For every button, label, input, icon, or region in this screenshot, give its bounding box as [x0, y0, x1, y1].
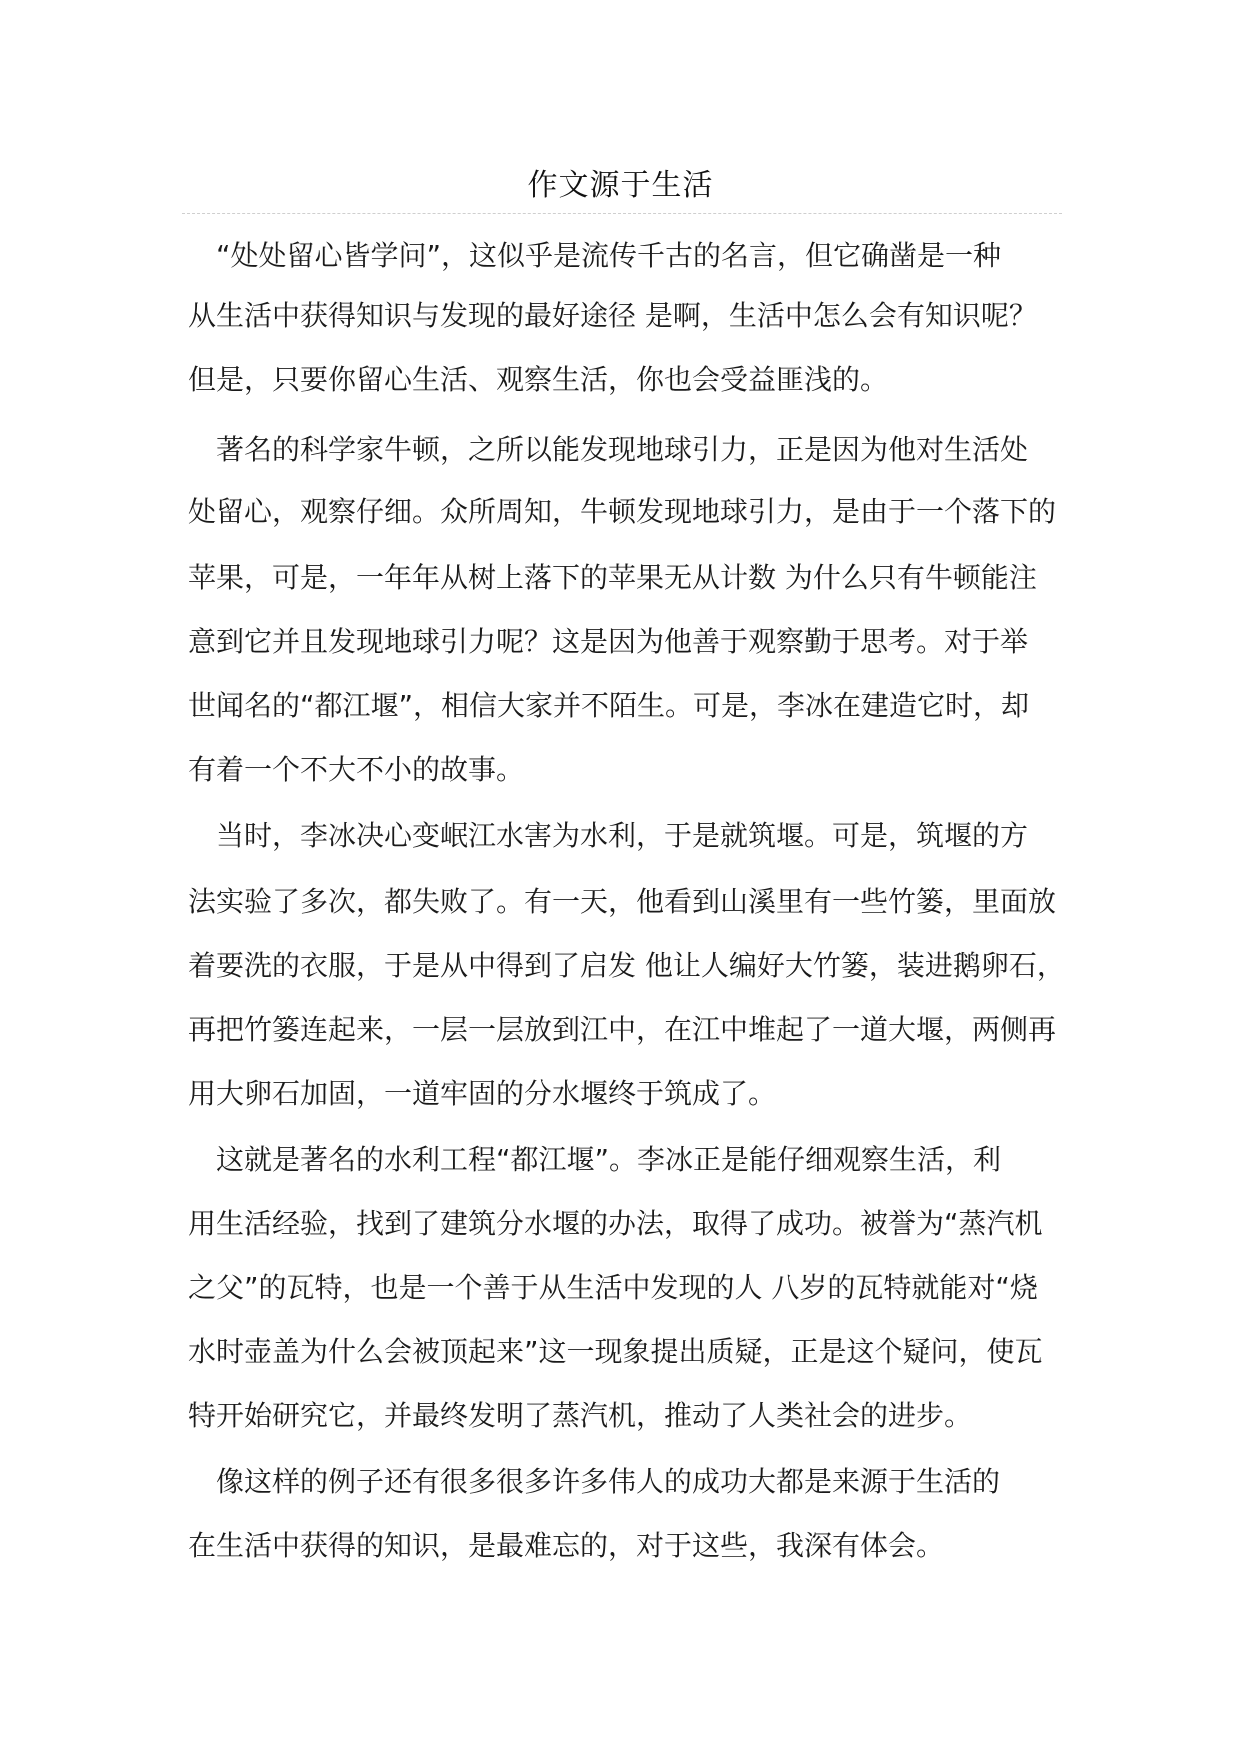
- text-line: 用生活经验，找到了建筑分水堰的办法，取得了成功。被誉为“蒸汽机: [188, 1207, 1043, 1240]
- text-line: 水时壶盖为什么会被顶起来”这一现象提出质疑，正是这个疑问，使瓦: [188, 1335, 1043, 1368]
- text-line: 在生活中获得的知识，是最难忘的，对于这些，我深有体会。: [188, 1529, 945, 1562]
- text-line: 这就是著名的水利工程“都江堰”。李冰正是能仔细观察生活，利: [188, 1143, 1002, 1176]
- text-line: 处留心，观察仔细。众所周知，牛顿发现地球引力，是由于一个落下的: [188, 495, 1057, 528]
- text-line: 有着一个不大不小的故事。: [188, 753, 525, 786]
- text-line: 用大卵石加固，一道牢固的分水堰终于筑成了。: [188, 1077, 777, 1110]
- page-title: 作文源于生活: [527, 168, 714, 203]
- text-line: 法实验了多次，都失败了。有一天，他看到山溪里有一些竹篓，里面放: [188, 885, 1057, 918]
- text-line: 著名的科学家牛顿，之所以能发现地球引力，正是因为他对生活处: [188, 433, 1029, 466]
- title-divider: [182, 213, 1062, 214]
- text-line: 像这样的例子还有很多很多许多伟人的成功大都是来源于生活的: [188, 1465, 1001, 1498]
- text-line: “处处留心皆学问”，这似乎是流传千古的名言，但它确凿是一种: [188, 239, 1002, 272]
- text-line: 世闻名的“都江堰”，相信大家并不陌生。可是，李冰在建造它时，却: [188, 689, 1030, 722]
- text-line: 特开始研究它，并最终发明了蒸汽机，推动了人类社会的进步。: [188, 1399, 973, 1432]
- text-line: 当时，李冰决心变岷江水害为水利，于是就筑堰。可是，筑堰的方: [188, 819, 1029, 852]
- text-line: 意到它并且发现地球引力呢？这是因为他善于观察勤于思考。对于举: [188, 625, 1029, 658]
- text-line: 着要洗的衣服，于是从中得到了启发 他让人编好大竹篓，装进鹅卵石，: [188, 949, 1065, 982]
- text-line: 但是，只要你留心生活、观察生活，你也会受益匪浅的。: [188, 363, 889, 396]
- text-line: 从生活中获得知识与发现的最好途径 是啊，生活中怎么会有知识呢？: [188, 299, 1037, 332]
- text-line: 再把竹篓连起来，一层一层放到江中，在江中堆起了一道大堰，两侧再: [188, 1013, 1057, 1046]
- text-line: 苹果，可是，一年年从树上落下的苹果无从计数 为什么只有牛顿能注: [188, 561, 1037, 594]
- text-line: 之父”的瓦特，也是一个善于从生活中发现的人 八岁的瓦特就能对“烧: [188, 1271, 1038, 1304]
